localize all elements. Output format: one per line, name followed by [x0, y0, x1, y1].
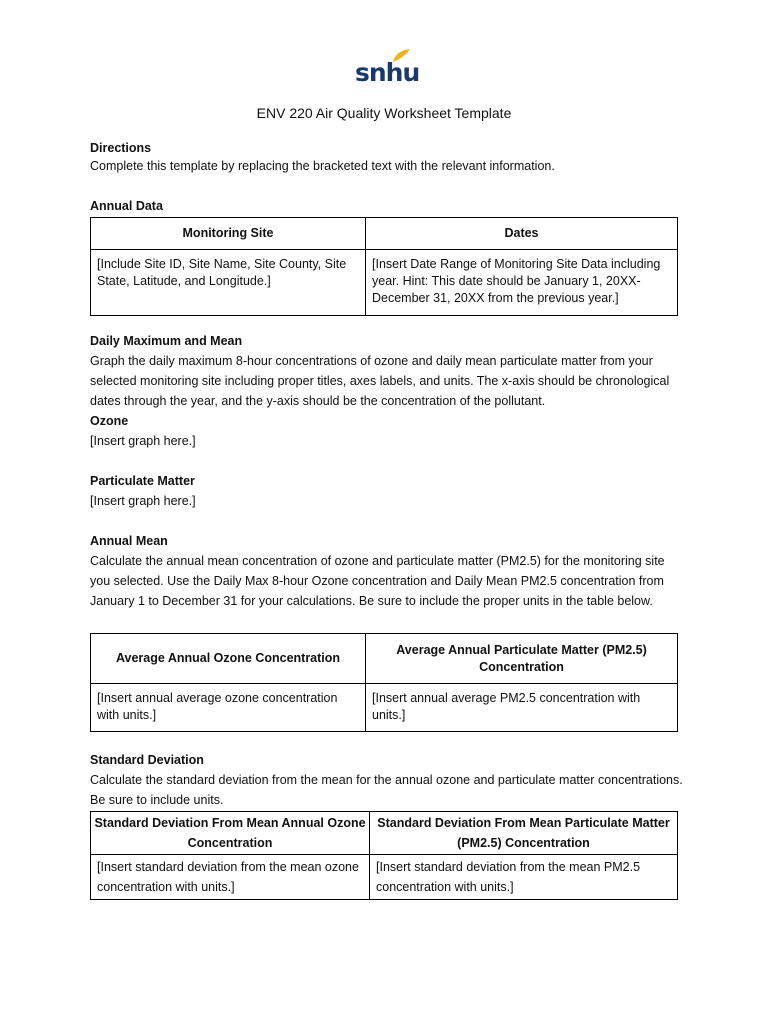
annual-data-table — [90, 217, 678, 316]
std-dev-table — [90, 811, 678, 900]
ozone-heading: Ozone — [90, 414, 129, 428]
table-cell-std-ozone: [Insert standard deviation from the mean ozone concentration with units.] — [91, 855, 370, 900]
table-header-row — [91, 218, 678, 250]
pm-heading: Particulate Matter — [90, 474, 195, 488]
table-header-ozone: Average Annual Ozone Concentration — [91, 634, 366, 684]
snhu-logo — [355, 50, 420, 90]
table-header-pm: Average Annual Particulate Matter (PM2.5) Concentration — [366, 634, 678, 684]
annual-mean-heading: Annual Mean — [90, 534, 168, 548]
table-header-row — [91, 634, 678, 684]
table-row — [91, 855, 678, 900]
table-cell-dates: [Insert Date Range of Monitoring Site Data including year. Hint: This date should be January 1, 20XX-December 31, 20XX from the previous year.] — [366, 250, 678, 316]
table-header-std-pm: Standard Deviation From Mean Particulate Matter (PM2.5) Concentration — [370, 812, 678, 855]
annual-data-heading: Annual Data — [90, 199, 163, 213]
table-header-dates: Dates — [366, 218, 678, 250]
table-cell-site: [Include Site ID, Site Name, Site County, Site State, Latitude, and Longitude.] — [91, 250, 366, 316]
logo-text: snhu — [355, 58, 420, 87]
table-header-monitoring-site: Monitoring Site — [91, 218, 366, 250]
daily-heading: Daily Maximum and Mean — [90, 334, 243, 348]
table-cell-ozone: [Insert annual average ozone concentration with units.] — [91, 684, 366, 732]
table-row — [91, 684, 678, 732]
table-cell-std-pm: [Insert standard deviation from the mean PM2.5 concentration with units.] — [370, 855, 678, 900]
table-row — [91, 250, 678, 316]
daily-text: Graph the daily maximum 8-hour concentrations of ozone and daily mean particulate matter from your selected monitoring site including proper titles, axes labels, and units. The x-axis should be chronological dates through the year, and the y-axis should be the concentration of the pollutant. — [90, 354, 670, 408]
table-header-row — [91, 812, 678, 855]
pm-graph-placeholder: [Insert graph here.] — [90, 494, 196, 508]
annual-mean-table — [90, 633, 678, 732]
std-dev-heading: Standard Deviation — [90, 753, 204, 767]
table-cell-pm: [Insert annual average PM2.5 concentration with units.] — [366, 684, 678, 732]
annual-mean-text: Calculate the annual mean concentration of ozone and particulate matter (PM2.5) for the monitoring site you selected. Use the Daily Max 8-hour Ozone concentration and Daily Mean PM2.5 concentration from January 1 to December 31 for your calculations. Be sure to include the proper units in the table below. — [90, 554, 665, 608]
directions-text: Complete this template by replacing the bracketed text with the relevant information. — [90, 159, 555, 173]
ozone-graph-placeholder: [Insert graph here.] — [90, 434, 196, 448]
page-title: ENV 220 Air Quality Worksheet Template — [256, 105, 512, 121]
directions-heading: Directions — [90, 141, 152, 155]
table-header-std-ozone: Standard Deviation From Mean Annual Ozone Concentration — [91, 812, 370, 855]
std-dev-text: Calculate the standard deviation from the mean for the annual ozone and particulate matter concentrations. Be sure to include units. — [90, 773, 683, 807]
